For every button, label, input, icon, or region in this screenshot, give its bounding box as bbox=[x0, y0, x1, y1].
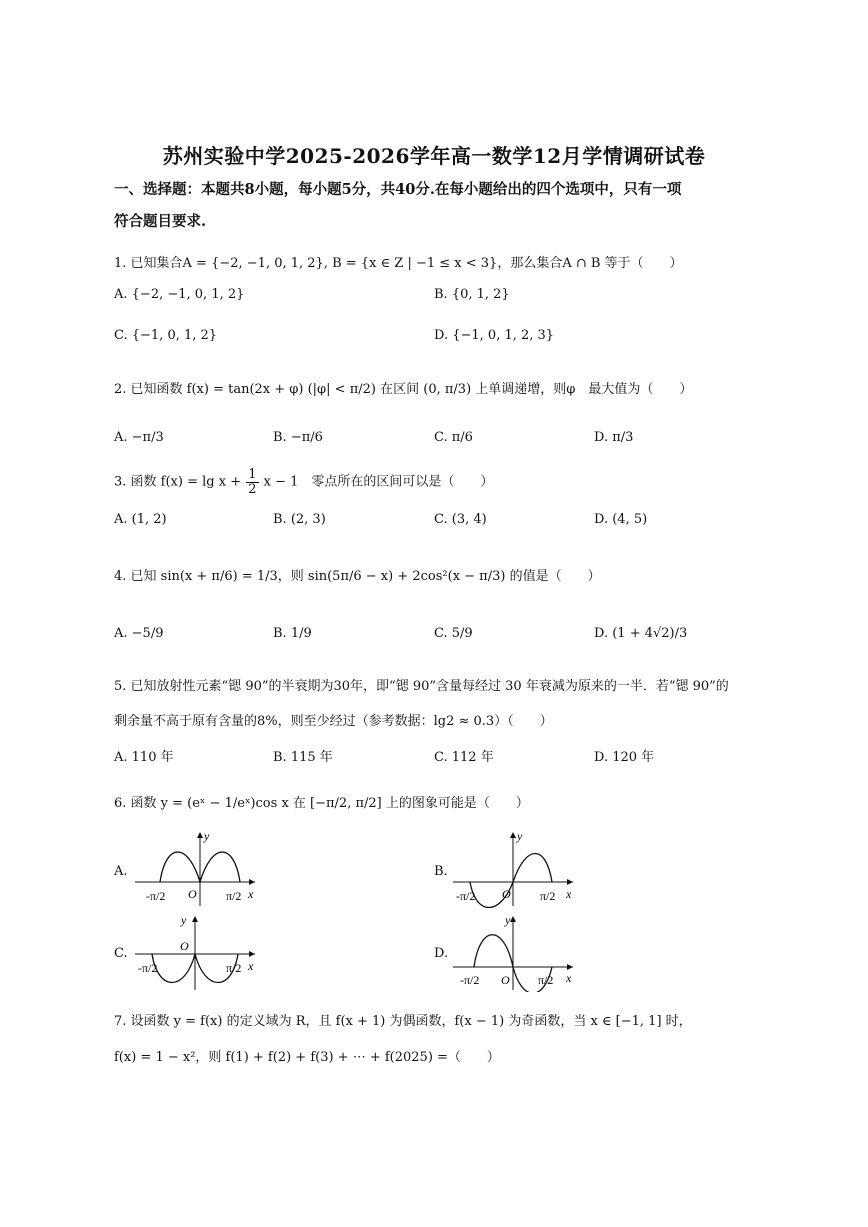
question-7-line2: f(x) = 1 − x²，则 f(1) + f(2) + f(3) + ⋯ + f(2025) =（ ） bbox=[114, 1050, 500, 1065]
graph-d-y-label: y bbox=[505, 913, 511, 927]
graph-d-right-tick: π/2 bbox=[538, 973, 554, 987]
question-4-option-d: D. (1 + 4√2)/3 bbox=[594, 626, 688, 641]
question-3-prefix: 3. 函数 f(x) = lg x + bbox=[114, 474, 242, 490]
question-1-option-c: C. {−1, 0, 1, 2} bbox=[114, 328, 218, 343]
graph-option-c bbox=[130, 912, 265, 992]
question-5-line1: 5. 已知放射性元素“锶 90”的半衰期为30年，即“锶 90”含量每经过 30 年衰减为原来的一半．若“锶 90”的 bbox=[114, 679, 729, 694]
question-5-option-a: A. 110 年 bbox=[114, 750, 174, 765]
section-heading-line2: 符合题目要求. bbox=[114, 213, 207, 230]
question-2-condition: (|φ| < π/2) bbox=[307, 382, 376, 397]
question-3-stem bbox=[114, 468, 493, 496]
question-6-option-c-label: C. bbox=[114, 946, 128, 961]
graph-option-a bbox=[130, 828, 265, 908]
question-4-option-a: A. −5/9 bbox=[114, 626, 164, 641]
question-6-option-a-label: A. bbox=[114, 864, 128, 879]
graph-d-origin: O bbox=[501, 973, 510, 987]
question-2-option-c: C. π/6 bbox=[434, 430, 473, 445]
graph-c-right-tick: π/2 bbox=[226, 961, 242, 975]
question-1-option-b: B. {0, 1, 2} bbox=[434, 287, 510, 302]
graph-b-origin: O bbox=[502, 887, 511, 901]
graph-b-left-tick: -π/2 bbox=[456, 889, 476, 903]
section-heading-line1: 一、选择题：本题共8小题，每小题5分，共40分.在每小题给出的四个选项中，只有一项 bbox=[114, 181, 682, 198]
graph-b-y-label: y bbox=[517, 829, 523, 843]
question-2-option-b: B. −π/6 bbox=[273, 430, 323, 445]
question-5-line2: 剩余量不高于原有含量的8%，则至少经过（参考数据：lg2 ≈ 0.3）（ ） bbox=[114, 714, 553, 729]
graph-a-left-tick: -π/2 bbox=[146, 889, 166, 903]
question-4-stem: 4. 已知 sin(x + π/6) = 1/3，则 sin(5π/6 − x) + 2cos²(x − π/3) 的值是（ ） bbox=[114, 569, 601, 584]
question-2-option-a: A. −π/3 bbox=[114, 430, 164, 445]
graph-c-left-tick: -π/2 bbox=[138, 961, 158, 975]
graph-b-y-arrow bbox=[510, 832, 516, 838]
graph-c-origin: O bbox=[180, 939, 189, 953]
question-2-prefix: 2. 已知函数 f(x) = tan(2x + φ) bbox=[114, 382, 304, 397]
graph-a-right-tick: π/2 bbox=[226, 889, 242, 903]
graph-a-y-label: y bbox=[204, 829, 210, 843]
graph-b-x-label: x bbox=[566, 887, 572, 901]
graph-d-y-arrow bbox=[510, 916, 516, 922]
graph-option-b bbox=[448, 828, 583, 908]
question-7-line1: 7. 设函数 y = f(x) 的定义域为 R，且 f(x + 1) 为偶函数，f(x − 1) 为奇函数，当 x ∈ [−1, 1] 时， bbox=[114, 1014, 692, 1029]
graph-b-right-tick: π/2 bbox=[540, 889, 556, 903]
page-title: 苏州实验中学2025-2026学年高一数学12月学情调研试卷 bbox=[162, 144, 706, 168]
question-2-option-d: D. π/3 bbox=[594, 430, 634, 445]
graph-d-x-label: x bbox=[566, 971, 572, 985]
graph-a-x-label: x bbox=[248, 887, 254, 901]
question-1-option-a: A. {−2, −1, 0, 1, 2} bbox=[114, 287, 245, 302]
graph-c-x-arrow bbox=[249, 951, 255, 957]
question-3-option-c: C. (3, 4) bbox=[434, 512, 487, 527]
question-3-option-b: B. (2, 3) bbox=[273, 512, 326, 527]
graph-b-x-arrow bbox=[567, 879, 573, 885]
question-3-option-a: A. (1, 2) bbox=[114, 512, 167, 527]
question-6-option-d-label: D. bbox=[434, 946, 449, 961]
graph-c-x-label: x bbox=[248, 959, 254, 973]
question-5-option-d: D. 120 年 bbox=[594, 750, 655, 765]
graph-d-x-arrow bbox=[567, 964, 573, 970]
question-4-option-c: C. 5/9 bbox=[434, 626, 473, 641]
graph-option-d bbox=[448, 912, 583, 992]
graph-d-left-tick: -π/2 bbox=[460, 973, 480, 987]
question-6-stem: 6. 函数 y = (eˣ − 1/eˣ)cos x 在 [−π/2, π/2] 上的图象可能是（ ） bbox=[114, 796, 529, 811]
graph-a-y-arrow bbox=[197, 832, 203, 838]
question-1-option-d: D. {−1, 0, 1, 2, 3} bbox=[434, 328, 555, 343]
graph-c-y-arrow bbox=[192, 916, 198, 922]
question-3-option-d: D. (4, 5) bbox=[594, 512, 648, 527]
question-2-interval: (0, π/3) bbox=[423, 382, 472, 397]
question-6-option-b-label: B. bbox=[434, 864, 448, 879]
question-3-fraction: $\frac{1}{2}$ bbox=[248, 467, 257, 497]
question-2-stem bbox=[114, 378, 692, 397]
graph-c-y-label: y bbox=[181, 913, 187, 927]
question-3-suffix: x − 1 零点所在的区间可以是（ ） bbox=[263, 474, 494, 490]
question-2-mid: 在区间 bbox=[380, 382, 420, 397]
question-1-stem: 1. 已知集合A = {−2, −1, 0, 1, 2}, B = {x ∈ Z | −1 ≤ x < 3}，那么集合A ∩ B 等于（ ） bbox=[114, 256, 683, 271]
question-5-option-b: B. 115 年 bbox=[273, 750, 333, 765]
question-4-option-b: B. 1/9 bbox=[273, 626, 312, 641]
graph-a-x-arrow bbox=[249, 879, 255, 885]
question-5-option-c: C. 112 年 bbox=[434, 750, 494, 765]
graph-a-origin: O bbox=[188, 887, 197, 901]
question-2-suffix: 上单调递增，则φ 最大值为（ ） bbox=[475, 382, 693, 397]
